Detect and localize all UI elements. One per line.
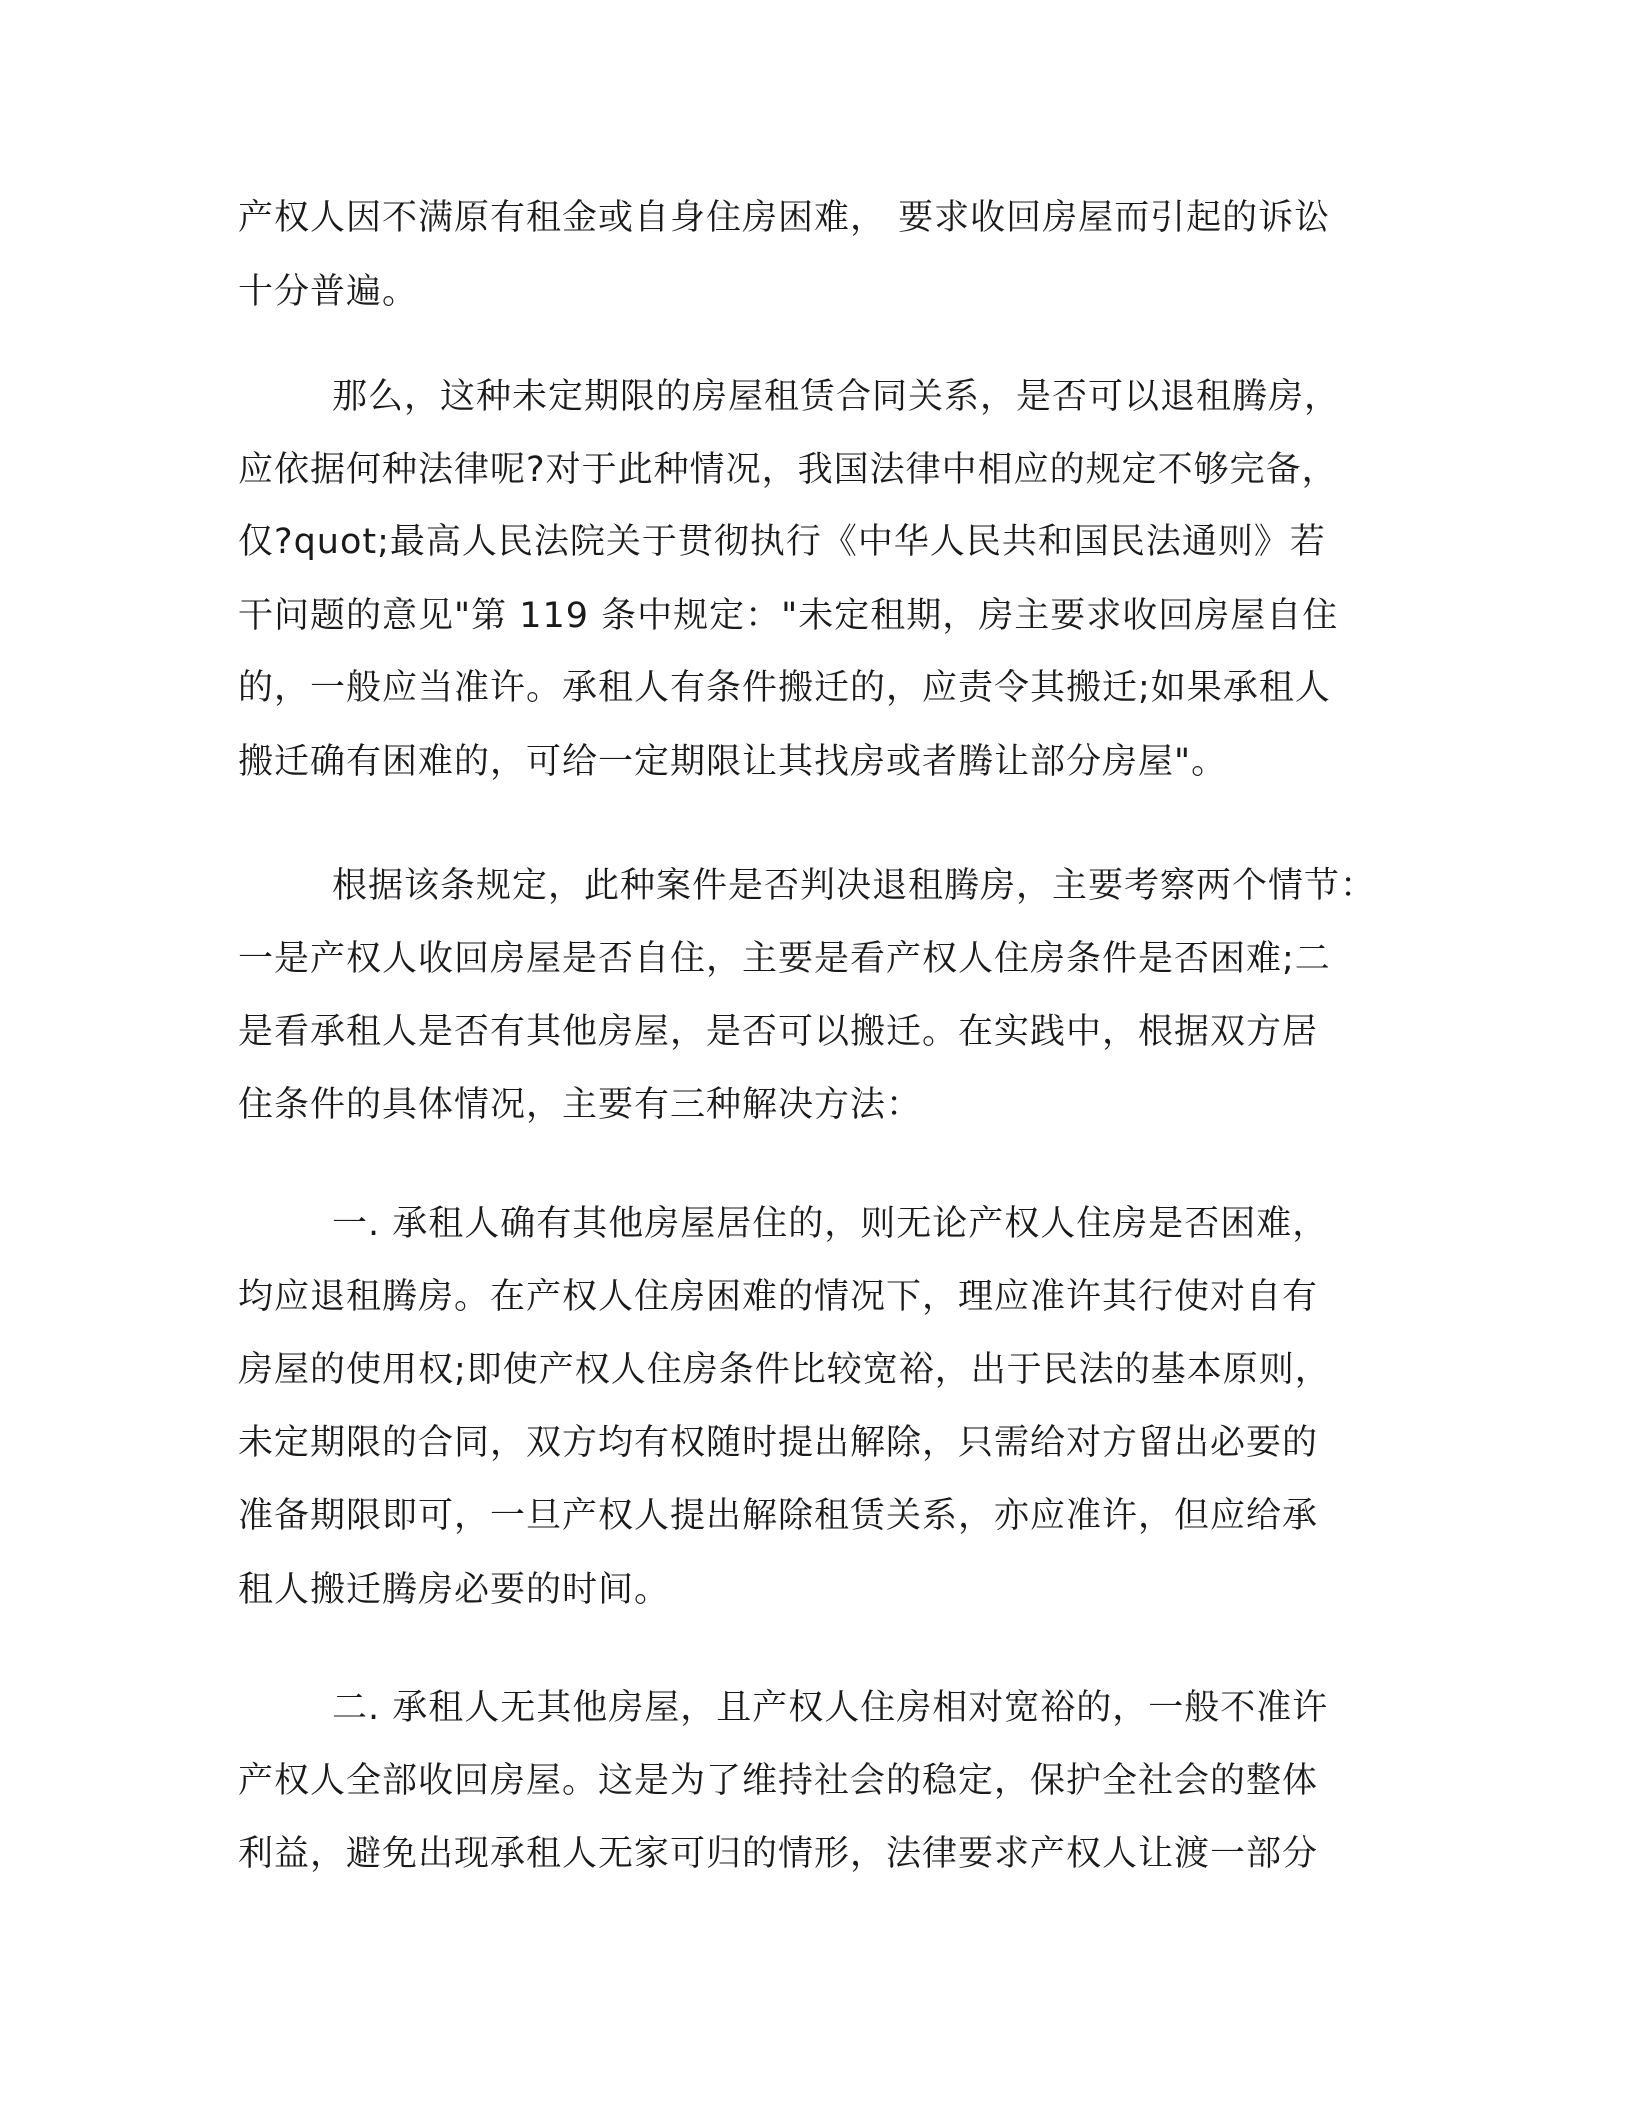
text-line: 是看承租人是否有其他房屋，是否可以搬迁。在实践中，根据双方居 xyxy=(238,1012,1319,1052)
paragraph-first-line: 一. 承租人确有其他房屋居住的，则无论产权人住房是否困难， xyxy=(332,1204,1329,1244)
text-line: 十分普遍。 xyxy=(238,272,419,312)
text-line: 租人搬迁腾房必要的时间。 xyxy=(238,1570,671,1610)
paragraph-first-line: 那么，这种未定期限的房屋租赁合同关系，是否可以退租腾房， xyxy=(332,377,1341,417)
text-line: 应依据何种法律呢?对于此种情况，我国法律中相应的规定不够完备， xyxy=(238,450,1338,490)
text-line: 利益，避免出现承租人无家可归的情形，法律要求产权人让渡一部分 xyxy=(238,1834,1319,1874)
text-line: 仅?quot;最高人民法院关于贯彻执行《中华人民共和国民法通则》若 xyxy=(238,522,1326,562)
text-line: 产权人因不满原有租金或自身住房困难， 要求收回房屋而引起的诉讼 xyxy=(238,198,1331,238)
text-line: 均应退租腾房。在产权人住房困难的情况下，理应准许其行使对自有 xyxy=(238,1277,1319,1317)
text-line: 搬迁确有困难的，可给一定期限让其找房或者腾让部分房屋"。 xyxy=(238,742,1228,782)
text-line: 准备期限即可，一旦产权人提出解除租赁关系，亦应准许，但应给承 xyxy=(238,1496,1319,1536)
paragraph-first-line: 二. 承租人无其他房屋，且产权人住房相对宽裕的，一般不准许 xyxy=(332,1688,1329,1728)
text-line: 的，一般应当准许。承租人有条件搬迁的，应责令其搬迁;如果承租人 xyxy=(238,668,1331,708)
text-line: 产权人全部收回房屋。这是为了维持社会的稳定，保护全社会的整体 xyxy=(238,1761,1319,1801)
text-line: 一是产权人收回房屋是否自住，主要是看产权人住房条件是否困难;二 xyxy=(238,939,1331,979)
text-line: 未定期限的合同，双方均有权随时提出解除，只需给对方留出必要的 xyxy=(238,1423,1319,1463)
text-line: 住条件的具体情况，主要有三种解决方法： xyxy=(238,1085,923,1125)
text-line: 房屋的使用权;即使产权人住房条件比较宽裕，出于民法的基本原则， xyxy=(238,1350,1331,1390)
text-line: 干问题的意见"第 119 条中规定："未定租期，房主要求收回房屋自住 xyxy=(238,596,1339,636)
paragraph-first-line: 根据该条规定，此种案件是否判决退租腾房，主要考察两个情节： xyxy=(332,866,1377,906)
